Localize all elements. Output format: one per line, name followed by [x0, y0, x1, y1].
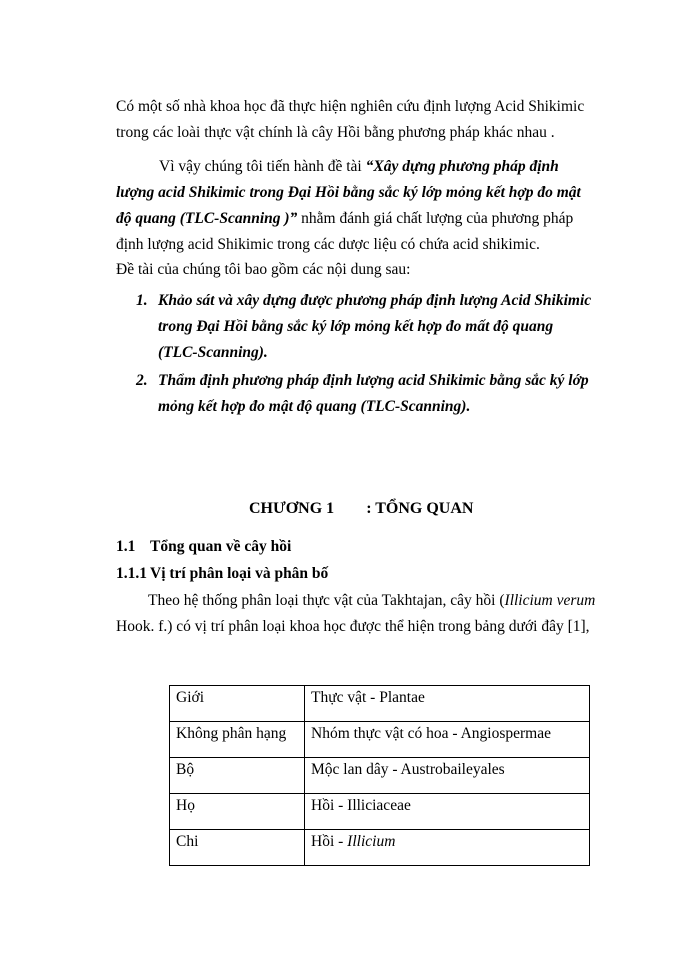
objective-1-line-2: trong Đại Hồi bằng sắc ký lớp mỏng kết hợp đo mất độ quang	[158, 318, 554, 335]
objective-2-line-2: mỏng kết hợp đo mật độ quang (TLC-Scanning).	[158, 398, 471, 415]
section-number: 1.1	[116, 538, 136, 555]
objective-1-text-1: Khảo sát và xây dựng được phương pháp định lượng Acid Shikimic	[158, 292, 592, 309]
value-cell: Hồi - Illiciaceae	[305, 794, 590, 830]
table-row	[170, 794, 590, 830]
section-heading	[116, 536, 291, 558]
objective-1-number: 1.	[136, 292, 148, 309]
chapter-title: : TỔNG QUAN	[366, 500, 474, 517]
section-title: Tổng quan về cây hồi	[150, 538, 292, 555]
value-cell: Nhóm thực vật có hoa - Angiospermae	[305, 722, 590, 758]
table-row	[170, 830, 590, 866]
classification-line-1	[148, 590, 595, 612]
intro-line-1: Có một số nhà khoa học đã thực hiện nghiên cứu định lượng Acid Shikimic	[116, 98, 585, 115]
objective-1-line-1	[136, 290, 591, 312]
table-row	[170, 758, 590, 794]
subsection-number: 1.1.1	[116, 565, 147, 582]
rank-cell: Không phân hạng	[170, 722, 305, 758]
topic-line-4: định lượng acid Shikimic trong các dược liệu có chứa acid shikimic.	[116, 236, 540, 253]
subsection-title: Vị trí phân loại và phân bố	[150, 565, 329, 582]
topic-title-part-1: “Xây dựng phương pháp định	[365, 158, 559, 175]
objective-2-text-1: Thẩm định phương pháp định lượng acid Shikimic bằng sắc ký lớp	[158, 372, 589, 389]
table-row	[170, 722, 590, 758]
chapter-label: CHƯƠNG 1	[249, 500, 335, 517]
taxonomy-table	[169, 685, 590, 866]
rank-cell: Chi	[170, 830, 305, 866]
chapter-heading	[249, 498, 473, 520]
topic-line-3	[116, 208, 573, 230]
classification-line-2: Hook. f.) có vị trí phân loại khoa học được thể hiện trong bảng dưới đây [1],	[116, 618, 590, 635]
classification-text-start: Theo hệ thống phân loại thực vật của Takhtajan, cây hồi (	[148, 592, 505, 609]
content-intro: Đề tài của chúng tôi bao gồm các nội dung sau:	[116, 261, 411, 278]
topic-lead: Vì vậy chúng tôi tiến hành đề tài	[159, 158, 362, 175]
rank-cell: Bộ	[170, 758, 305, 794]
objective-1-line-3: (TLC-Scanning).	[158, 344, 268, 361]
subsection-heading	[116, 563, 328, 585]
table-row	[170, 686, 590, 722]
value-cell: Thực vật - Plantae	[305, 686, 590, 722]
topic-line-1	[159, 156, 559, 178]
value-cell: Mộc lan dây - Austrobaileyales	[305, 758, 590, 794]
objective-2-line-1	[136, 370, 589, 392]
topic-title-part-2: lượng acid Shikimic trong Đại Hồi bằng sắc ký lớp mỏng kết hợp đo mật	[116, 184, 581, 201]
topic-tail: nhằm đánh giá chất lượng của phương pháp	[297, 210, 574, 227]
value-cell: Hồi - Illicium	[305, 830, 590, 866]
topic-title-part-3: độ quang (TLC-Scanning )”	[116, 210, 298, 227]
species-name: Illicium verum	[504, 592, 596, 609]
rank-cell: Họ	[170, 794, 305, 830]
objective-2-number: 2.	[136, 372, 148, 389]
intro-line-2: trong các loài thực vật chính là cây Hồi bằng phương pháp khác nhau .	[116, 124, 555, 141]
rank-cell: Giới	[170, 686, 305, 722]
